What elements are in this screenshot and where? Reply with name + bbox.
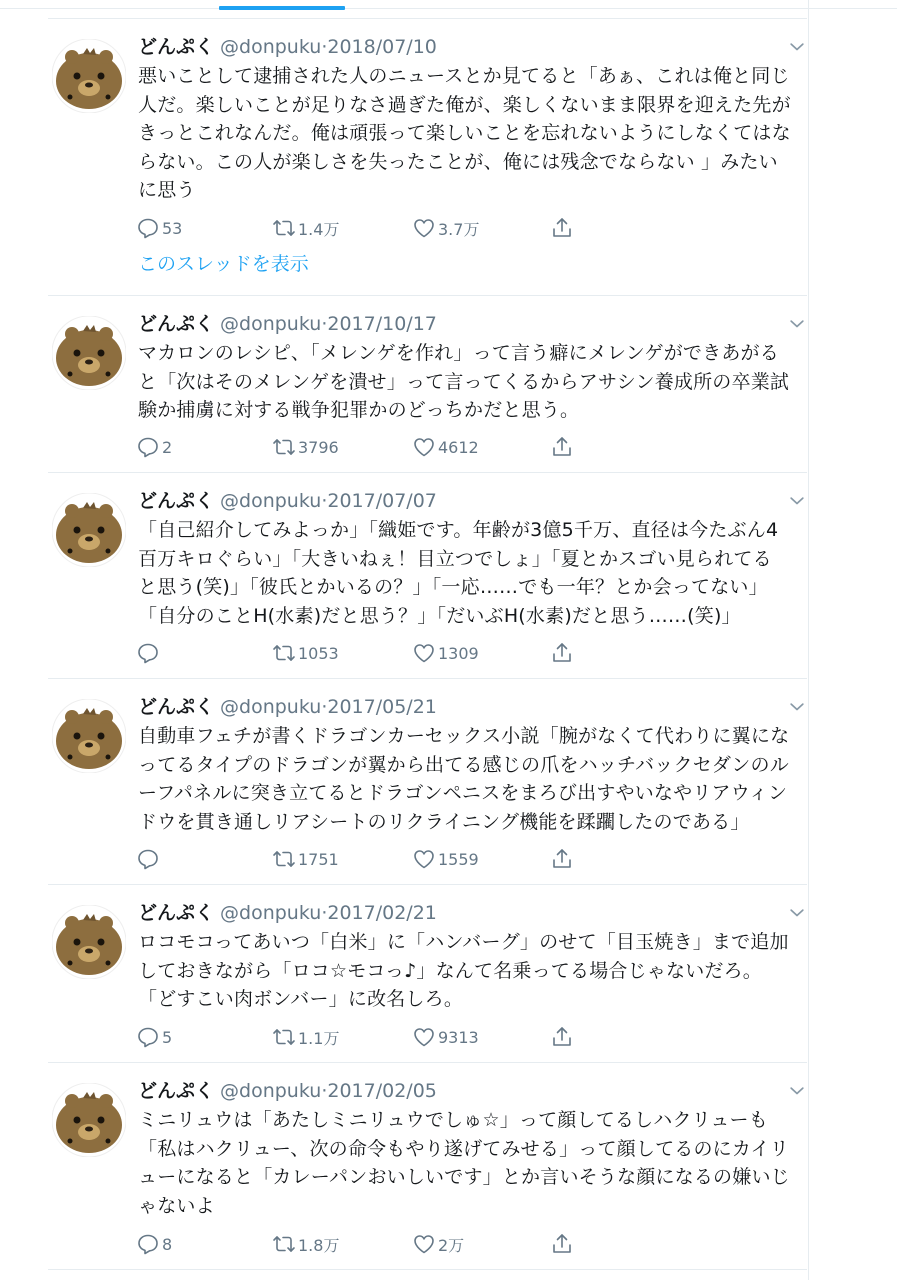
tweet-date[interactable]: 2017/07/07	[327, 490, 437, 512]
share-icon	[550, 1232, 574, 1256]
chevron-down-icon[interactable]	[787, 903, 807, 923]
tweet-header	[138, 898, 437, 928]
user-handle[interactable]: @donpuku	[220, 902, 322, 924]
retweet-icon	[272, 216, 296, 240]
retweet-button[interactable]	[272, 1023, 339, 1051]
tweet-text: ミニリュウは「あたしミニリュウでしゅ☆」って顔してるしハクリューも 「私はハクリュー、次の命令もやり遂げてみせる」って顔してるのにカイリ ューになると「カレーパンおいしいです」とか言いそうな顔になるの嫌いじ ゃないよ	[138, 1109, 790, 1217]
retweet-count: 1751	[298, 849, 339, 869]
like-count: 2万	[438, 1235, 465, 1255]
chevron-down-icon[interactable]	[787, 491, 807, 511]
retweet-icon	[272, 641, 296, 665]
heart-icon	[412, 1025, 436, 1049]
share-button[interactable]	[550, 1023, 576, 1051]
display-name[interactable]: どんぷく	[138, 902, 215, 924]
reply-button[interactable]	[136, 433, 172, 461]
tweet-date[interactable]: 2017/02/05	[327, 1080, 437, 1102]
reply-button[interactable]	[136, 1230, 172, 1258]
heart-icon	[412, 435, 436, 459]
share-icon	[550, 435, 574, 459]
reply-count: 8	[162, 1234, 173, 1254]
heart-icon	[412, 847, 436, 871]
like-count: 1559	[438, 849, 479, 869]
retweet-icon	[272, 1025, 296, 1049]
retweet-button[interactable]	[272, 845, 339, 873]
tweet-actions	[136, 1230, 596, 1258]
avatar[interactable]	[52, 905, 126, 979]
user-handle[interactable]: @donpuku	[220, 696, 322, 718]
tweet-actions	[136, 845, 596, 873]
share-icon	[550, 641, 574, 665]
avatar[interactable]	[52, 1083, 126, 1157]
avatar[interactable]	[52, 39, 126, 113]
retweet-count: 3796	[298, 437, 339, 457]
tweet-header	[138, 1076, 437, 1106]
retweet-icon	[272, 1232, 296, 1256]
reply-button[interactable]	[136, 1023, 172, 1051]
user-handle[interactable]: @donpuku	[220, 490, 322, 512]
reply-icon	[136, 847, 160, 871]
chevron-down-icon[interactable]	[787, 1081, 807, 1101]
separator-dot: ·	[321, 36, 328, 58]
display-name[interactable]: どんぷく	[138, 490, 215, 512]
like-button[interactable]	[412, 214, 479, 242]
reply-button[interactable]	[136, 845, 162, 873]
retweet-button[interactable]	[272, 1230, 339, 1258]
tweet[interactable]	[48, 1062, 807, 1270]
retweet-count: 1.1万	[298, 1028, 340, 1048]
share-button[interactable]	[550, 845, 576, 873]
retweet-count: 1.4万	[298, 219, 340, 239]
like-button[interactable]	[412, 639, 479, 667]
separator-dot: ·	[321, 902, 328, 924]
tweet-text: マカロンのレシピ、「メレンゲを作れ」って言う癖にメレンゲができあがる と「次はそのメレンゲを潰せ」って言ってくるからアサシン養成所の卒業試 験か捕虜に対する戦争犯罪かのどっちかだと思う。	[138, 342, 790, 422]
tweet[interactable]	[48, 295, 807, 473]
tweet-text: 自動車フェチが書くドラゴンカーセックス小説「腕がなくて代わりに翼にな ってるタイプのドラゴンが翼から出てる感じの爪をハッチバックセダンのル ーフパネルに突き立てるとドラゴンペニスをまろび出すやいなやリアウィン ドウを貫き通しリアシートのリクライニング機能を蹂躙したのである」	[138, 725, 790, 833]
tweet-actions	[136, 1023, 596, 1051]
tweet-text: 「自己紹介してみよっか」「織姫です。年齢が3億5千万、直径は今たぶん4 百万キロぐらい」「大きいねぇ！目立つでしょ」「夏とかスゴい見られてる と思う(笑)」「彼氏とかいるの？」「一応……でも一年？とか会ってない」 「自分のことH(水素)だと思う？」「だいぶH(水素)だと思う……(笑)」	[138, 519, 779, 627]
user-handle[interactable]: @donpuku	[220, 36, 322, 58]
like-button[interactable]	[412, 1230, 464, 1258]
retweet-count: 1053	[298, 643, 339, 663]
tweet-header	[138, 486, 437, 516]
heart-icon	[412, 216, 436, 240]
display-name[interactable]: どんぷく	[138, 313, 215, 335]
share-button[interactable]	[550, 639, 576, 667]
display-name[interactable]: どんぷく	[138, 1080, 215, 1102]
like-button[interactable]	[412, 433, 479, 461]
tweet-text: 悪いことして逮捕された人のニュースとか見てると「あぁ、これは俺と同じ 人だ。楽しいことが足りなさ過ぎた俺が、楽しくないまま限界を迎えた先が きっとこれなんだ。俺は頑張って楽しいことを忘れないようにしなくてはな らない。この人が楽しさを失ったことが、俺には残念でならない 」みたい に思う	[138, 65, 791, 202]
tweet-actions	[136, 214, 596, 242]
top-divider	[0, 8, 897, 9]
reply-count: 5	[162, 1027, 173, 1047]
tweet-text: ロコモコってあいつ「白米」に「ハンバーグ」のせて「目玉焼き」まで追加 しておきながら「ロコ☆モコっ♪」なんて名乗ってる場合じゃないだろ。 「どすこい肉ボンバー」に改名しろ。	[138, 931, 789, 1011]
user-handle[interactable]: @donpuku	[220, 313, 322, 335]
timeline-right-border	[808, 0, 809, 1280]
share-icon	[550, 847, 574, 871]
heart-icon	[412, 1232, 436, 1256]
reply-button[interactable]	[136, 639, 162, 667]
retweet-button[interactable]	[272, 433, 339, 461]
reply-button[interactable]	[136, 214, 182, 242]
tweet-header	[138, 309, 437, 339]
retweet-icon	[272, 847, 296, 871]
chevron-down-icon[interactable]	[787, 37, 807, 57]
avatar[interactable]	[52, 493, 126, 567]
tweet-date[interactable]: 2017/05/21	[327, 696, 437, 718]
show-thread-link[interactable]: このスレッドを表示	[138, 253, 309, 275]
tweet-actions	[136, 639, 596, 667]
tweet-actions	[136, 433, 596, 461]
tweet[interactable]	[48, 884, 807, 1063]
separator-dot: ·	[321, 490, 328, 512]
heart-icon	[412, 641, 436, 665]
like-count: 9313	[438, 1027, 479, 1047]
separator-dot: ·	[321, 696, 328, 718]
tweet-date[interactable]: 2017/10/17	[327, 313, 437, 335]
chevron-down-icon[interactable]	[787, 697, 807, 717]
chevron-down-icon[interactable]	[787, 314, 807, 334]
like-button[interactable]	[412, 845, 479, 873]
reply-icon	[136, 435, 160, 459]
reply-count: 53	[162, 218, 183, 238]
tweet-header	[138, 32, 437, 62]
display-name[interactable]: どんぷく	[138, 36, 215, 58]
share-button[interactable]	[550, 1230, 576, 1258]
retweet-button[interactable]	[272, 214, 339, 242]
reply-icon	[136, 1232, 160, 1256]
reply-icon	[136, 641, 160, 665]
like-count: 4612	[438, 437, 479, 457]
display-name[interactable]: どんぷく	[138, 696, 215, 718]
retweet-count: 1.8万	[298, 1235, 340, 1255]
like-count: 1309	[438, 643, 479, 663]
share-button[interactable]	[550, 214, 576, 242]
reply-icon	[136, 1025, 160, 1049]
avatar[interactable]	[52, 316, 126, 390]
avatar[interactable]	[52, 699, 126, 773]
like-count: 3.7万	[438, 219, 480, 239]
tweet-date[interactable]: 2018/07/10	[327, 36, 437, 58]
tweet-header	[138, 692, 437, 722]
tweet[interactable]	[48, 678, 807, 885]
tweet[interactable]	[48, 472, 807, 679]
user-handle[interactable]: @donpuku	[220, 1080, 322, 1102]
retweet-icon	[272, 435, 296, 459]
share-button[interactable]	[550, 433, 576, 461]
reply-count: 2	[162, 437, 173, 457]
retweet-button[interactable]	[272, 639, 339, 667]
separator-dot: ·	[321, 313, 328, 335]
like-button[interactable]	[412, 1023, 479, 1051]
reply-icon	[136, 216, 160, 240]
share-icon	[550, 1025, 574, 1049]
share-icon	[550, 216, 574, 240]
active-tab-indicator	[219, 6, 345, 10]
tweet-date[interactable]: 2017/02/21	[327, 902, 437, 924]
tweet[interactable]	[48, 18, 807, 296]
separator-dot: ·	[321, 1080, 328, 1102]
